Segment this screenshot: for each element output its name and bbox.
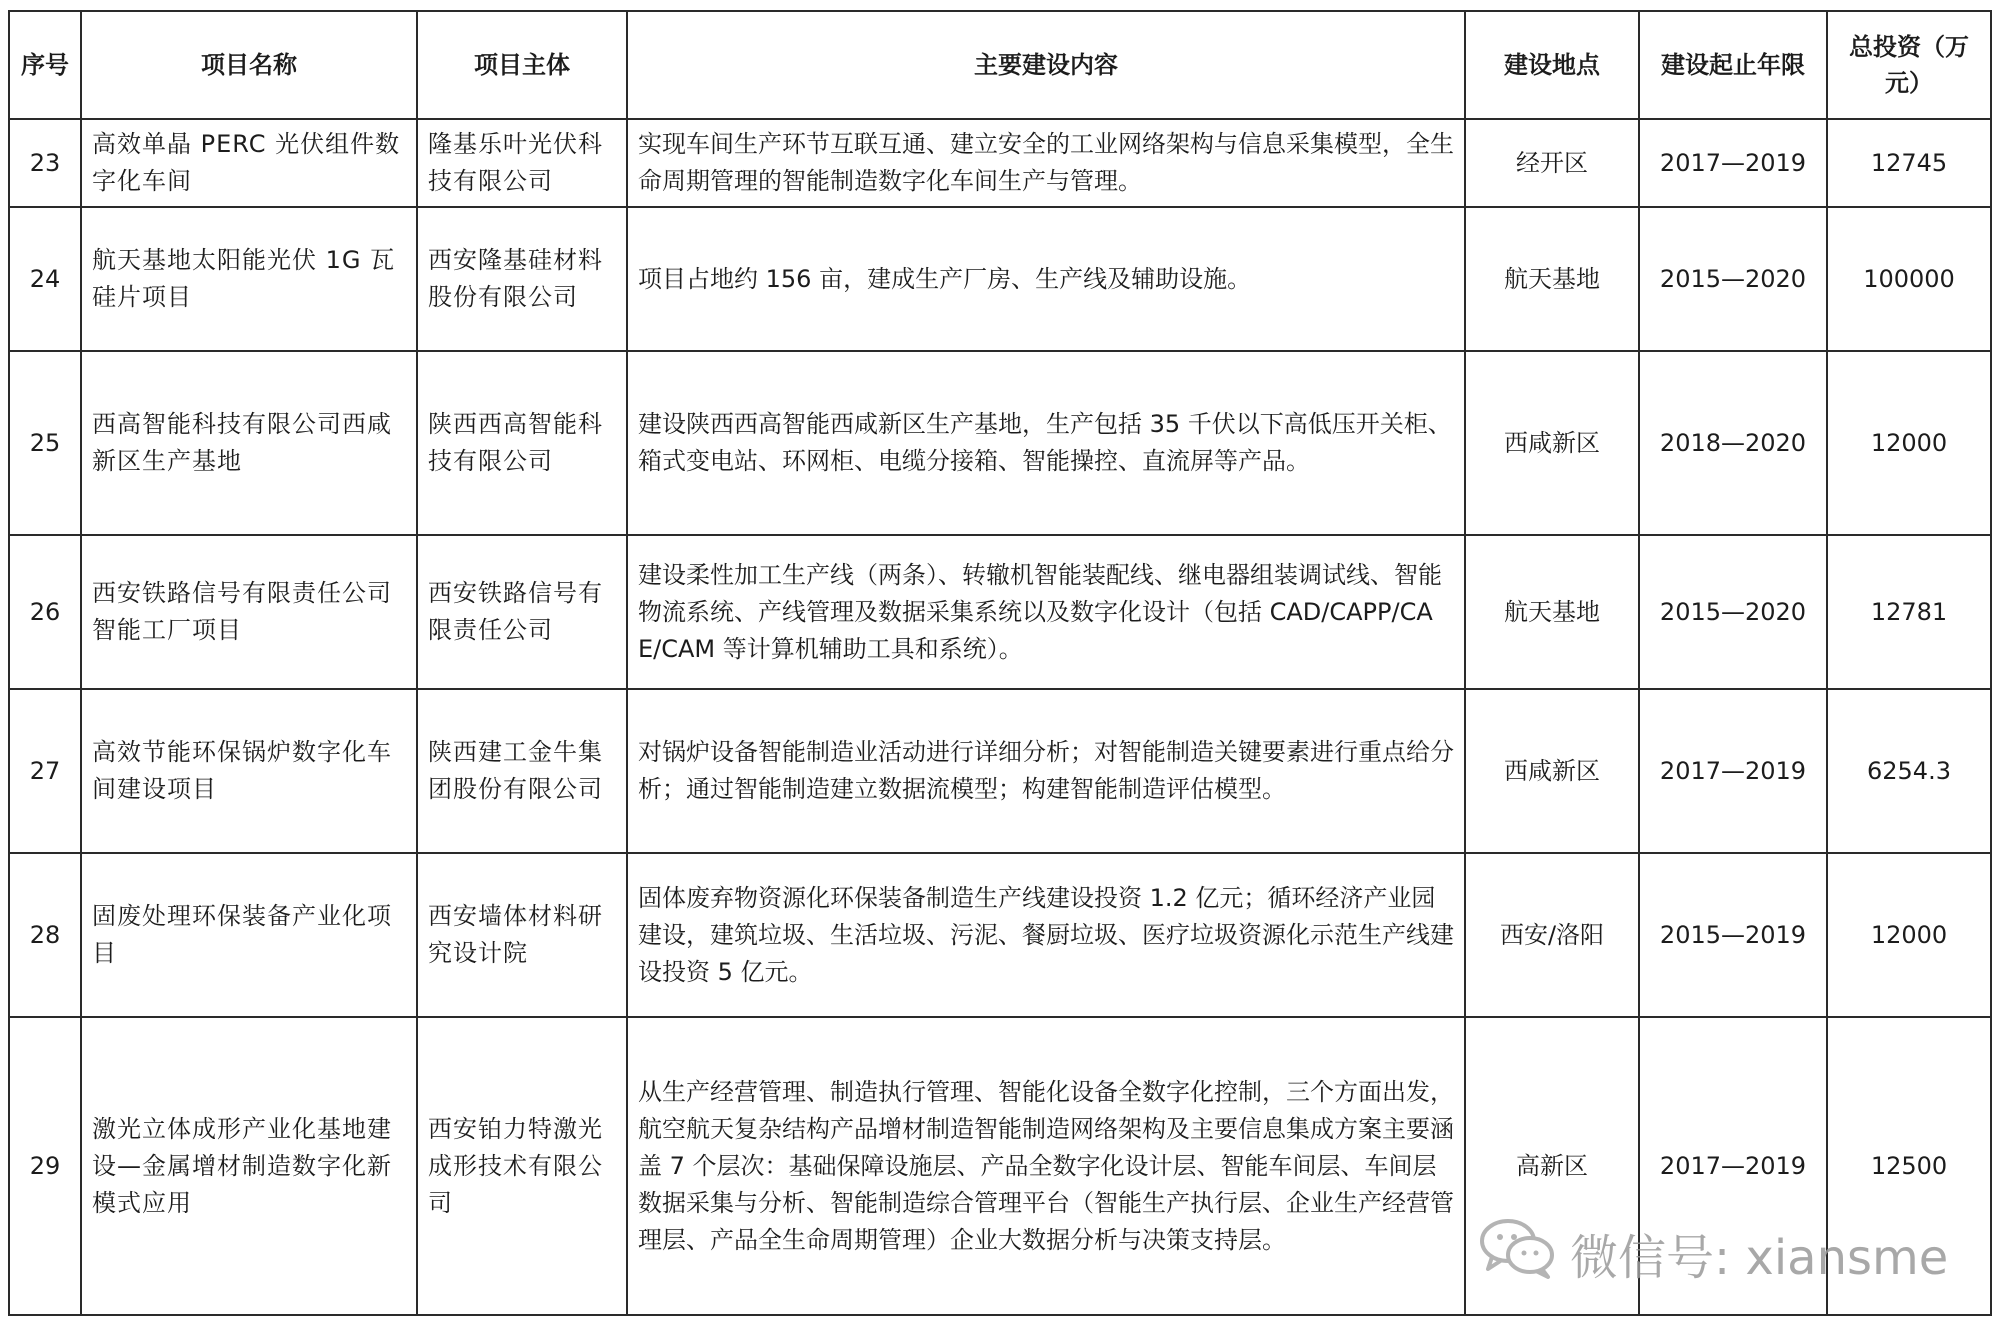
cell-investment: 12500	[1827, 1017, 1991, 1315]
cell-seq: 24	[9, 207, 81, 351]
project-sheet	[8, 10, 1990, 1316]
header-location: 建设地点	[1465, 11, 1639, 119]
cell-investment: 12000	[1827, 351, 1991, 535]
cell-location: 西咸新区	[1465, 689, 1639, 853]
cell-years: 2017—2019	[1639, 119, 1827, 207]
cell-name: 航天基地太阳能光伏 1G 瓦硅片项目	[81, 207, 417, 351]
cell-content: 对锅炉设备智能制造业活动进行详细分析；对智能制造关键要素进行重点给分析；通过智能制造建立数据流模型；构建智能制造评估模型。	[627, 689, 1465, 853]
cell-seq: 27	[9, 689, 81, 853]
cell-owner: 西安隆基硅材料股份有限公司	[417, 207, 627, 351]
cell-location: 航天基地	[1465, 207, 1639, 351]
table-row	[9, 119, 1991, 207]
cell-seq: 28	[9, 853, 81, 1017]
header-name: 项目名称	[81, 11, 417, 119]
cell-content: 建设陕西西高智能西咸新区生产基地，生产包括 35 千伏以下高低压开关柜、箱式变电站、环网柜、电缆分接箱、智能操控、直流屏等产品。	[627, 351, 1465, 535]
cell-location: 航天基地	[1465, 535, 1639, 689]
cell-seq: 26	[9, 535, 81, 689]
project-table	[8, 10, 1992, 1316]
cell-location: 经开区	[1465, 119, 1639, 207]
cell-owner: 西安墙体材料研究设计院	[417, 853, 627, 1017]
cell-years: 2015—2020	[1639, 207, 1827, 351]
cell-content: 固体废弃物资源化环保装备制造生产线建设投资 1.2 亿元；循环经济产业园建设，建筑垃圾、生活垃圾、污泥、餐厨垃圾、医疗垃圾资源化示范生产线建设投资 5 亿元。	[627, 853, 1465, 1017]
header-investment: 总投资（万元）	[1827, 11, 1991, 119]
cell-owner: 西安铂力特激光成形技术有限公司	[417, 1017, 627, 1315]
cell-name: 高效节能环保锅炉数字化车间建设项目	[81, 689, 417, 853]
cell-location: 西安/洛阳	[1465, 853, 1639, 1017]
cell-name: 高效单晶 PERC 光伏组件数字化车间	[81, 119, 417, 207]
cell-name: 激光立体成形产业化基地建设—金属增材制造数字化新模式应用	[81, 1017, 417, 1315]
cell-content: 项目占地约 156 亩，建成生产厂房、生产线及辅助设施。	[627, 207, 1465, 351]
watermark-text: 微信号: xiansme	[1570, 1229, 1949, 1286]
cell-years: 2017—2019	[1639, 1017, 1827, 1315]
table-row	[9, 853, 1991, 1017]
cell-name: 固废处理环保装备产业化项目	[81, 853, 417, 1017]
header-seq: 序号	[9, 11, 81, 119]
table-row	[9, 351, 1991, 535]
cell-seq: 25	[9, 351, 81, 535]
cell-name: 西安铁路信号有限责任公司智能工厂项目	[81, 535, 417, 689]
cell-investment: 12000	[1827, 853, 1991, 1017]
cell-content: 从生产经营管理、制造执行管理、智能化设备全数字化控制，三个方面出发，航空航天复杂结构产品增材制造智能制造网络架构及主要信息集成方案主要涵盖 7 个层次：基础保障设施层、产品全数字化设计层、智能车间层、车间层数据采集与分析、智能制造综合管理平台（智能生产执行层、企业生产经营管理层、产品全生命周期管理）企业大数据分析与决策支持层。	[627, 1017, 1465, 1315]
header-content: 主要建设内容	[627, 11, 1465, 119]
cell-location: 西咸新区	[1465, 351, 1639, 535]
table-row	[9, 535, 1991, 689]
header-years: 建设起止年限	[1639, 11, 1827, 119]
cell-location: 高新区	[1465, 1017, 1639, 1315]
cell-owner: 西安铁路信号有限责任公司	[417, 535, 627, 689]
cell-owner: 陕西建工金牛集团股份有限公司	[417, 689, 627, 853]
cell-seq: 29	[9, 1017, 81, 1315]
table-row	[9, 689, 1991, 853]
cell-content: 实现车间生产环节互联互通、建立安全的工业网络架构与信息采集模型，全生命周期管理的智能制造数字化车间生产与管理。	[627, 119, 1465, 207]
cell-years: 2015—2019	[1639, 853, 1827, 1017]
cell-investment: 6254.3	[1827, 689, 1991, 853]
cell-owner: 陕西西高智能科技有限公司	[417, 351, 627, 535]
cell-content: 建设柔性加工生产线（两条）、转辙机智能装配线、继电器组装调试线、智能物流系统、产线管理及数据采集系统以及数字化设计（包括 CAD/CAPP/CAE/CAM 等计算机辅助工具和系统）。	[627, 535, 1465, 689]
header-owner: 项目主体	[417, 11, 627, 119]
cell-name: 西高智能科技有限公司西咸新区生产基地	[81, 351, 417, 535]
cell-years: 2017—2019	[1639, 689, 1827, 853]
cell-investment: 100000	[1827, 207, 1991, 351]
wechat-icon	[1478, 1215, 1558, 1291]
cell-years: 2018—2020	[1639, 351, 1827, 535]
table-row	[9, 207, 1991, 351]
cell-years: 2015—2020	[1639, 535, 1827, 689]
cell-seq: 23	[9, 119, 81, 207]
header-row	[9, 11, 1991, 119]
wechat-watermark	[1478, 1215, 1948, 1291]
cell-investment: 12781	[1827, 535, 1991, 689]
cell-investment: 12745	[1827, 119, 1991, 207]
cell-owner: 隆基乐叶光伏科技有限公司	[417, 119, 627, 207]
